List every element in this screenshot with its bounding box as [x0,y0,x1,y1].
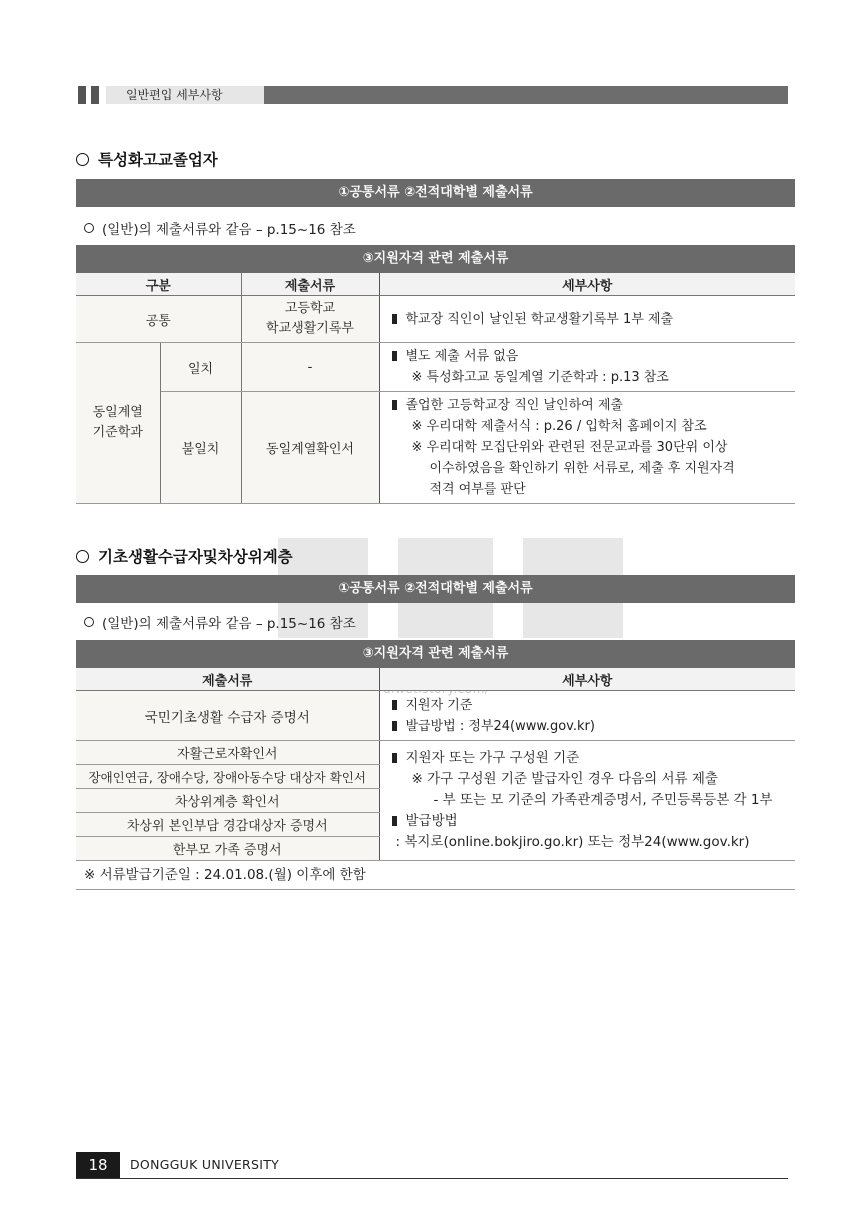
doc-cell: 한부모 가족 증명서 [76,837,379,861]
page-number: 18 [76,1152,120,1178]
doc-cell: 자활근로자확인서 [76,741,379,765]
table-row [76,392,795,504]
doc-cell: 동일계열확인서 [241,392,379,504]
column-header: 제출서류 [241,273,379,296]
note-line: (일반)의 제출서류와 같음 – p.15~16 참조 [84,612,356,632]
column-header: 제출서류 [76,668,379,691]
detail-cell: 졸업한 고등학교장 직인 날인하여 제출 ※ 우리대학 제출서식 : p.26 / 입학처 홈페이지 참조 ※ 우리대학 모집단위와 관련된 전문교과를 30단위 이상 이수하였음을 확인하기 위한 서류로, 제출 후 지원자격 적격 여부를 판단 [379,392,795,504]
header-bar [264,86,788,104]
header-marker [78,86,86,104]
detail-cell: 지원자 기준 발급방법 : 정부24(www.gov.kr) [379,691,795,741]
column-header: 구분 [76,273,241,296]
doc-cell: - [241,343,379,392]
header-marker [91,86,99,104]
square-bullet-icon [392,753,397,763]
doc-cell: 고등학교 학교생활기록부 [241,296,379,343]
table-row [76,741,795,765]
square-bullet-icon [392,314,397,324]
square-bullet-icon [392,700,397,710]
remark-line: ※ 서류발급기준일 : 24.01.08.(월) 이후에 한함 [76,860,795,890]
page-header [78,86,788,104]
column-header: 세부사항 [379,273,795,296]
square-bullet-icon [392,721,397,731]
row-label: 공통 [76,296,241,343]
table-row [76,296,795,343]
doc-cell: 차상위 본인부담 경감대상자 증명서 [76,813,379,837]
detail-cell: 별도 제출 서류 없음 ※ 특성화고교 동일계열 기준학과 : p.13 참조 [379,343,795,392]
section-band: ③지원자격 관련 제출서류 [76,245,795,273]
square-bullet-icon [392,400,397,410]
row-label: 불일치 [160,392,241,504]
group-label: 동일계열 기준학과 [76,343,160,504]
doc-cell: 장애인연금, 장애수당, 장애아동수당 대상자 확인서 [76,765,379,789]
header-title: 일반편입 세부사항 [106,86,264,104]
column-header: 세부사항 [379,668,795,691]
section-title: 기초생활수급자및차상위계층 [76,545,293,567]
circle-bullet-icon [84,223,94,233]
row-label: 일치 [160,343,241,392]
circle-bullet-icon [76,153,89,166]
requirements-table [76,668,795,861]
table-header-row [76,668,795,691]
page-footer [76,1152,788,1179]
square-bullet-icon [392,351,397,361]
requirements-table [76,273,795,504]
section-band: ①공통서류 ②전적대학별 제출서류 [76,575,795,603]
note-line: (일반)의 제출서류와 같음 – p.15~16 참조 [84,218,356,238]
square-bullet-icon [392,816,397,826]
section-band: ①공통서류 ②전적대학별 제출서류 [76,179,795,207]
detail-cell: 지원자 또는 가구 구성원 기준 ※ 가구 구성원 기준 발급자인 경우 다음의 서류 제출 - 부 또는 모 기준의 가족관계증명서, 주민등록등본 각 1부 발급방법 : 복지로(online.bokjiro.go.kr) 또는 정부24(www.gov.kr) [379,741,795,861]
circle-bullet-icon [84,617,94,627]
table-row [76,691,795,741]
circle-bullet-icon [76,550,89,563]
table-header-row [76,273,795,296]
doc-cell: 국민기초생활 수급자 증명서 [76,691,379,741]
university-name: DONGGUK UNIVERSITY [130,1157,280,1172]
section-title: 특성화고교졸업자 [76,148,218,170]
section-band: ③지원자격 관련 제출서류 [76,640,795,668]
table-row [76,343,795,392]
detail-cell: 학교장 직인이 날인된 학교생활기록부 1부 제출 [379,296,795,343]
doc-cell: 차상위계층 확인서 [76,789,379,813]
